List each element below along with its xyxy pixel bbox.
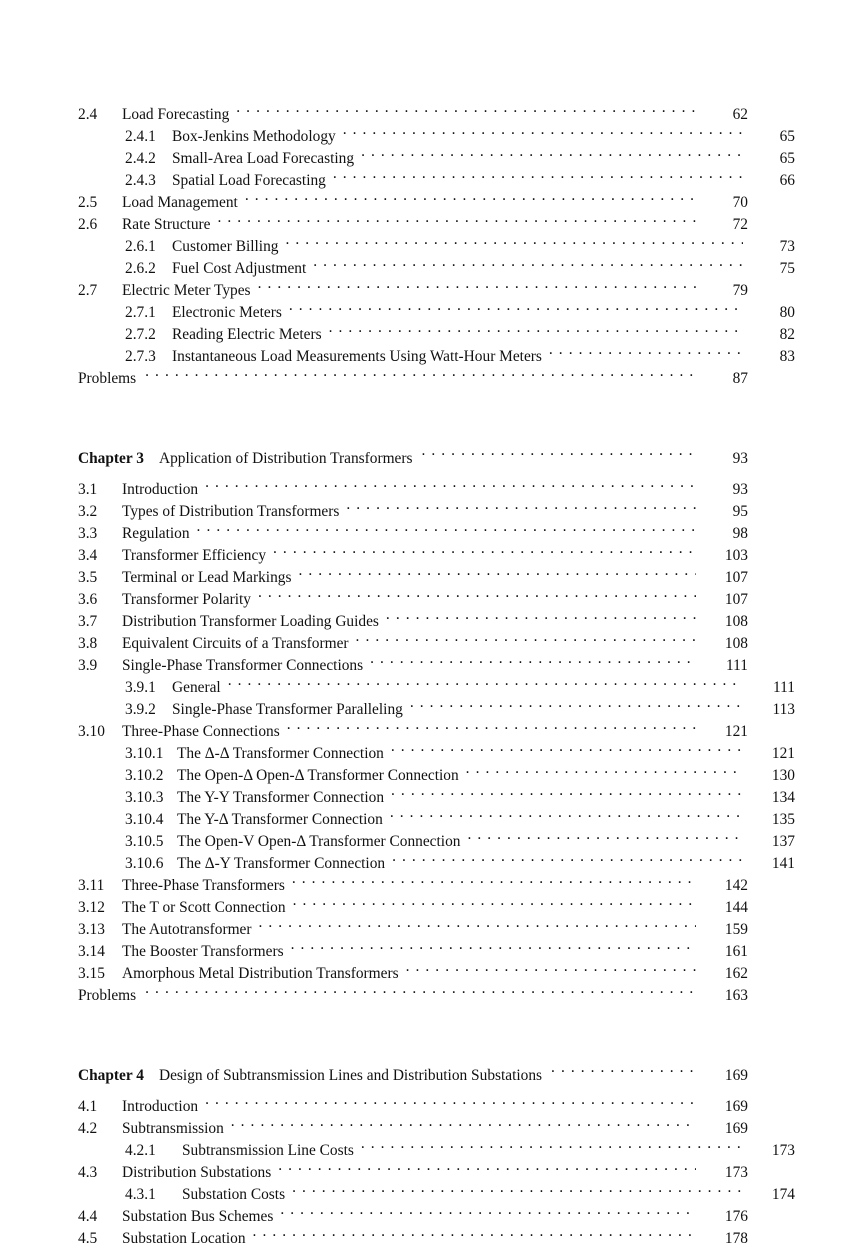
entry-title: Substation Costs <box>182 1186 286 1203</box>
entry-page-number: 70 <box>732 194 748 211</box>
dot-leader <box>292 868 696 890</box>
entry-number: 2.7 <box>78 282 98 299</box>
dot-leader <box>280 1199 696 1221</box>
entry-title: The Booster Transformers <box>122 943 284 960</box>
toc-problems-row[interactable] <box>78 978 748 1004</box>
entry-page-number: 80 <box>779 304 795 321</box>
entry-page-number: 108 <box>724 613 748 630</box>
entry-title: The T or Scott Connection <box>122 899 286 916</box>
entry-number: 3.12 <box>78 899 105 916</box>
entry-title: Regulation <box>122 525 190 542</box>
entry-number: 4.2 <box>78 1120 98 1137</box>
dot-leader <box>231 1111 696 1133</box>
entry-page-number: 130 <box>771 767 795 784</box>
section-spacer <box>78 1000 748 1056</box>
entry-page-number: 107 <box>724 569 748 586</box>
entry-page-number: 108 <box>724 635 748 652</box>
dot-leader <box>343 119 743 141</box>
dot-leader <box>392 846 743 868</box>
entry-page-number: 163 <box>724 987 748 1004</box>
dot-leader <box>236 97 696 119</box>
entry-number: 3.9.2 <box>125 701 156 718</box>
entry-page-number: 66 <box>779 172 795 189</box>
chapter-title: Application of Distribution Transformers <box>158 450 413 467</box>
entry-title: General <box>172 679 221 696</box>
entry-page-number: 121 <box>771 745 795 762</box>
entry-number: 2.7.2 <box>125 326 156 343</box>
entry-title: Spatial Load Forecasting <box>172 172 326 189</box>
chapter-page-number: 93 <box>732 450 748 467</box>
entry-page-number: 107 <box>724 591 748 608</box>
dot-leader <box>245 185 696 207</box>
dot-leader <box>313 251 743 273</box>
toc-entry-row[interactable] <box>78 97 748 123</box>
entry-number: 3.10.2 <box>125 767 164 784</box>
entry-page-number: 169 <box>724 1120 748 1137</box>
entry-page-number: 135 <box>771 811 795 828</box>
entry-page-number: 176 <box>724 1208 748 1225</box>
entry-number: 3.9 <box>78 657 98 674</box>
entry-title: The Y-Y Transformer Connection <box>177 789 385 806</box>
entry-number: 3.2 <box>78 503 98 520</box>
dot-leader <box>291 934 696 956</box>
entry-title: Customer Billing <box>172 238 279 255</box>
entry-title: Fuel Cost Adjustment <box>172 260 307 277</box>
entry-number: 2.7.3 <box>125 348 156 365</box>
entry-title: The Open-Δ Open-Δ Transformer Connection <box>177 767 459 784</box>
entry-page-number: 62 <box>732 106 748 123</box>
dot-leader <box>217 207 696 229</box>
entry-number: 3.9.1 <box>125 679 156 696</box>
dot-leader <box>406 956 696 978</box>
entry-number: 3.1 <box>78 481 98 498</box>
dot-leader <box>287 714 696 736</box>
entry-number: 3.13 <box>78 921 105 938</box>
entry-title: Electric Meter Types <box>122 282 251 299</box>
dot-leader <box>422 439 697 463</box>
entry-page-number: 83 <box>779 348 795 365</box>
entry-number: 3.10.4 <box>125 811 164 828</box>
section-spacer <box>78 383 748 439</box>
entry-page-number: 142 <box>724 877 748 894</box>
entry-number: 2.4.2 <box>125 150 156 167</box>
entry-page-number: 79 <box>732 282 748 299</box>
entry-title: Introduction <box>122 1098 199 1115</box>
entry-number: 2.6.2 <box>125 260 156 277</box>
dot-leader <box>273 538 696 560</box>
entry-title: Substation Location <box>122 1230 246 1247</box>
entry-page-number: 111 <box>726 657 748 674</box>
entry-page-number: 98 <box>732 525 748 542</box>
dot-leader <box>370 648 696 670</box>
entry-page-number: 134 <box>771 789 795 806</box>
entry-number: 3.11 <box>78 877 105 894</box>
entry-title: Single-Phase Transformer Connections <box>122 657 364 674</box>
entry-number: 3.10.1 <box>125 745 164 762</box>
entry-title: The Open-V Open-Δ Transformer Connection <box>177 833 461 850</box>
dot-leader <box>259 912 697 934</box>
dot-leader <box>197 516 696 538</box>
entry-page-number: 144 <box>724 899 748 916</box>
dot-leader <box>205 472 696 494</box>
entry-number: 4.5 <box>78 1230 98 1247</box>
entry-number: 3.10.3 <box>125 789 164 806</box>
entry-title: The Autotransformer <box>122 921 252 938</box>
entry-title: Distribution Transformer Loading Guides <box>122 613 379 630</box>
entry-number: 4.3 <box>78 1164 98 1181</box>
entry-number: 2.6 <box>78 216 98 233</box>
dot-leader <box>333 163 743 185</box>
entry-title: Transformer Efficiency <box>122 547 267 564</box>
entry-page-number: 87 <box>732 370 748 387</box>
entry-page-number: 169 <box>724 1098 748 1115</box>
dot-leader <box>410 692 743 714</box>
dot-leader <box>467 824 743 846</box>
dot-leader <box>228 670 743 692</box>
entry-title: Rate Structure <box>122 216 211 233</box>
dot-leader <box>386 604 696 626</box>
entry-title: Transformer Polarity <box>122 591 251 608</box>
entry-number: 2.7.1 <box>125 304 156 321</box>
entry-page-number: 121 <box>724 723 748 740</box>
entry-number: 3.4 <box>78 547 98 564</box>
dot-leader <box>145 361 696 383</box>
entry-title: The Y-Δ Transformer Connection <box>177 811 383 828</box>
entry-title: Box-Jenkins Methodology <box>172 128 336 145</box>
toc-problems-row[interactable] <box>78 361 748 387</box>
toc-entry-row[interactable] <box>78 1089 748 1115</box>
entry-title: Three-Phase Transformers <box>122 877 285 894</box>
entry-page-number: 75 <box>779 260 795 277</box>
entry-title: Equivalent Circuits of a Transformer <box>122 635 349 652</box>
entry-title: Problems <box>78 987 137 1004</box>
dot-leader <box>253 1221 696 1243</box>
dot-leader <box>361 141 743 163</box>
dot-leader <box>356 626 696 648</box>
entry-page-number: 161 <box>724 943 748 960</box>
chapter-label: Chapter 4 <box>78 1067 144 1084</box>
entry-title: Single-Phase Transformer Paralleling <box>172 701 403 718</box>
entry-number: 4.1 <box>78 1098 98 1115</box>
entry-number: 2.4.1 <box>125 128 156 145</box>
dot-leader <box>298 560 696 582</box>
toc-entry-row[interactable] <box>78 472 748 498</box>
dot-leader <box>466 758 743 780</box>
entry-title: Load Forecasting <box>122 106 230 123</box>
toc-list <box>78 97 795 1247</box>
entry-title: Amorphous Metal Distribution Transformers <box>122 965 399 982</box>
dot-leader <box>258 582 696 604</box>
chapter-page-number: 169 <box>724 1067 748 1084</box>
entry-page-number: 72 <box>732 216 748 233</box>
entry-title: Subtransmission <box>122 1120 224 1137</box>
dot-leader <box>145 978 696 1000</box>
entry-number: 3.10 <box>78 723 105 740</box>
entry-page-number: 162 <box>724 965 748 982</box>
dot-leader <box>292 1177 743 1199</box>
dot-leader <box>258 273 696 295</box>
dot-leader <box>205 1089 696 1111</box>
dot-leader <box>391 736 743 758</box>
entry-page-number: 113 <box>772 701 795 718</box>
dot-leader <box>278 1155 696 1177</box>
entry-page-number: 111 <box>773 679 795 696</box>
dot-leader <box>361 1133 743 1155</box>
entry-number: 3.15 <box>78 965 105 982</box>
entry-number: 3.14 <box>78 943 105 960</box>
entry-title: Three-Phase Connections <box>122 723 280 740</box>
entry-number: 3.10.5 <box>125 833 164 850</box>
entry-number: 4.3.1 <box>125 1186 156 1203</box>
entry-title: The Δ-Δ Transformer Connection <box>177 745 384 762</box>
entry-number: 3.3 <box>78 525 98 542</box>
entry-page-number: 82 <box>779 326 795 343</box>
entry-title: Reading Electric Meters <box>172 326 322 343</box>
entry-number: 3.6 <box>78 591 98 608</box>
entry-page-number: 95 <box>732 503 748 520</box>
dot-leader <box>551 1056 696 1080</box>
entry-page-number: 103 <box>724 547 748 564</box>
entry-number: 4.2.1 <box>125 1142 156 1159</box>
entry-number: 3.8 <box>78 635 98 652</box>
dot-leader <box>285 229 743 251</box>
entry-title: Electronic Meters <box>172 304 282 321</box>
entry-title: Terminal or Lead Markings <box>122 569 292 586</box>
entry-title: Substation Bus Schemes <box>122 1208 274 1225</box>
dot-leader <box>549 339 743 361</box>
dot-leader <box>391 780 743 802</box>
entry-page-number: 173 <box>724 1164 748 1181</box>
entry-page-number: 65 <box>779 128 795 145</box>
entry-title: Types of Distribution Transformers <box>122 503 340 520</box>
entry-title: Subtransmission Line Costs <box>182 1142 354 1159</box>
entry-page-number: 137 <box>771 833 795 850</box>
entry-number: 2.5 <box>78 194 98 211</box>
entry-title: The Δ-Y Transformer Connection <box>177 855 386 872</box>
entry-number: 3.5 <box>78 569 98 586</box>
dot-leader <box>293 890 696 912</box>
entry-title: Small-Area Load Forecasting <box>172 150 355 167</box>
entry-number: 2.4 <box>78 106 98 123</box>
toc-chapter-heading[interactable] <box>78 439 748 467</box>
entry-title: Load Management <box>122 194 238 211</box>
entry-page-number: 73 <box>779 238 795 255</box>
entry-title: Instantaneous Load Measurements Using Watt-Hour Meters <box>172 348 542 365</box>
toc-chapter-heading[interactable] <box>78 1056 748 1084</box>
entry-number: 2.4.3 <box>125 172 156 189</box>
dot-leader <box>390 802 743 824</box>
dot-leader <box>329 317 743 339</box>
entry-number: 3.10.6 <box>125 855 164 872</box>
entry-title: Distribution Substations <box>122 1164 272 1181</box>
chapter-title: Design of Subtransmission Lines and Distribution Substations <box>158 1067 543 1084</box>
entry-page-number: 159 <box>724 921 748 938</box>
entry-page-number: 141 <box>771 855 795 872</box>
entry-number: 2.6.1 <box>125 238 156 255</box>
entry-number: 4.4 <box>78 1208 98 1225</box>
chapter-label: Chapter 3 <box>78 450 144 467</box>
entry-page-number: 174 <box>771 1186 795 1203</box>
dot-leader <box>289 295 743 317</box>
entry-title: Problems <box>78 370 137 387</box>
entry-page-number: 173 <box>771 1142 795 1159</box>
entry-page-number: 93 <box>732 481 748 498</box>
entry-title: Introduction <box>122 481 199 498</box>
entry-page-number: 178 <box>724 1230 748 1247</box>
entry-number: 3.7 <box>78 613 98 630</box>
dot-leader <box>346 494 696 516</box>
entry-page-number: 65 <box>779 150 795 167</box>
